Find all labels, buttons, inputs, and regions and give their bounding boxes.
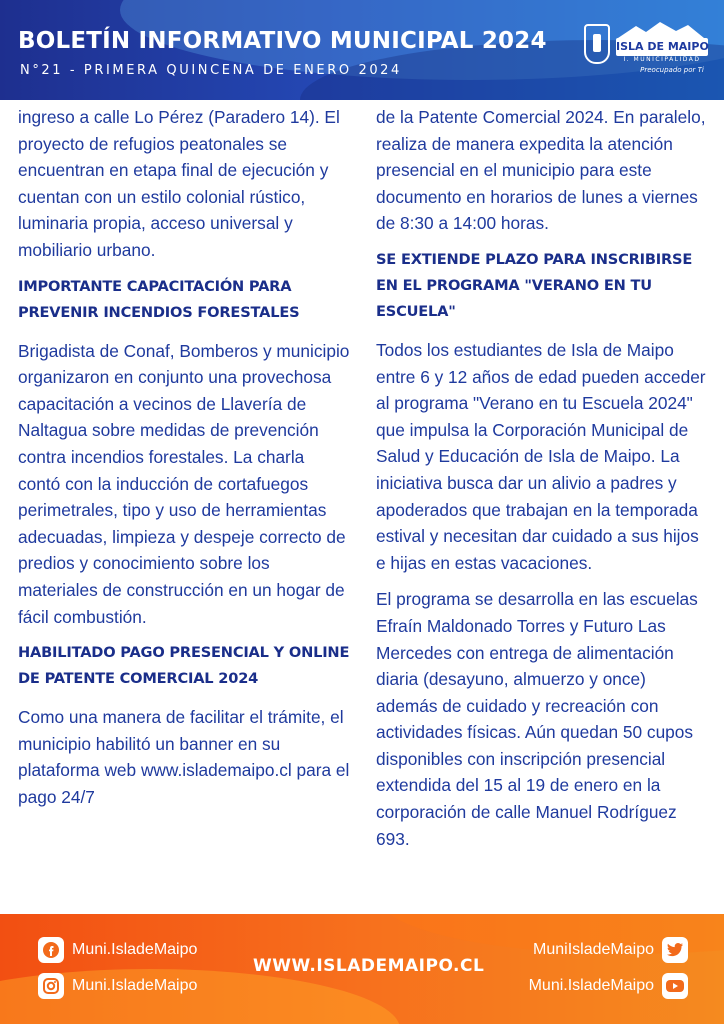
bulletin-issue: N°21 - PRIMERA QUINCENA DE ENERO 2024 — [20, 63, 402, 78]
logo-slogan: Preocupado por Ti — [640, 66, 704, 74]
facebook-link[interactable] — [38, 937, 197, 963]
municipality-logo[interactable] — [584, 22, 708, 82]
left-column — [18, 104, 350, 820]
instagram-icon — [38, 973, 64, 999]
twitter-icon — [662, 937, 688, 963]
article-heading-verano: SE EXTIENDE PLAZO PARA INSCRIBIRSE EN EL PROGRAMA "VERANO EN TU ESCUELA" — [376, 250, 693, 320]
website-link[interactable]: WWW.ISLADEMAIPO.CL — [253, 956, 485, 976]
twitter-handle: MuniIsladeMaipo — [533, 941, 654, 958]
article-body-verano-1: Todos los estudiantes de Isla de Maipo entre 6 y 12 años de edad pueden acceder al programa "Verano en tu Escuela 2024" que impulsa la Corporación Municipal de Salud y Educación de Isla de Maipo. La iniciativa busca dar un alivio a padres y apoderados que trabajan en la temporada estival y necesitan dar cuidado a sus hijos e hijas en estas vacaciones. — [376, 339, 706, 573]
article-body-verano-2: El programa se desarrolla en las escuelas Efraín Maldonado Torres y Futuro Las Mercedes con entrega de alimentación diaria (desayuno, almuerzo y once) además de cuidado y recreación con actividades físicas. Aún quedan 50 cupos disponibles con inscripción presencial extendida del 15 al 19 de enero en la corporación de calle Manuel Rodríguez 693. — [376, 589, 698, 849]
instagram-link[interactable] — [38, 973, 197, 999]
intro-paragraph: ingreso a calle Lo Pérez (Paradero 14). El proyecto de refugios peatonales se encuentran en etapa final de ejecución y cuentan con un estilo colonial rústico, luminaria propia, acceso universal y mobiliario urbano. — [18, 107, 340, 260]
article-body-patente: Como una manera de facilitar el trámite, el municipio habilitó un banner en su plataforma web www.islademaipo.cl para el pago 24/7 — [18, 707, 350, 807]
right-column — [376, 104, 708, 862]
youtube-link[interactable] — [529, 973, 688, 999]
instagram-handle: Muni.IsladeMaipo — [72, 977, 198, 994]
facebook-icon — [38, 937, 64, 963]
article-body-capacitacion: Brigadista de Conaf, Bomberos y municipio organizaron en conjunto una provechosa capacitación a vecinos de Llavería de Naltagua sobre medidas de prevención contra incendios forestales. La charla contó con la inducción de cortafuegos perimetrales, tipo y uso de herramientas adecuadas, limpieza y despeje correcto de predios y conocimiento sobre los materiales de construcción en un hogar de fácil combustión. — [18, 340, 350, 627]
logo-subtitle: I. MUNICIPALIDAD — [623, 56, 701, 63]
article-heading-patente: HABILITADO PAGO PRESENCIAL Y ONLINE DE PATENTE COMERCIAL 2024 — [18, 644, 350, 688]
logo-name: ISLA DE MAIPO — [616, 38, 708, 56]
youtube-handle: Muni.IsladeMaipo — [528, 977, 654, 994]
patente-continuation: de la Patente Comercial 2024. En paralelo, realiza de manera expedita la atención presencial en el municipio para este documento en horarios de lunes a viernes de 8:30 a 14:00 horas. — [376, 107, 706, 234]
twitter-link[interactable] — [533, 937, 688, 963]
article-heading-capacitacion: IMPORTANTE CAPACITACIÓN PARA PREVENIR INCENDIOS FORESTALES — [18, 277, 300, 321]
facebook-handle: Muni.IsladeMaipo — [72, 941, 198, 958]
footer-banner — [0, 914, 724, 1024]
bulletin-title: BOLETÍN INFORMATIVO MUNICIPAL 2024 — [18, 28, 547, 54]
crest-icon — [584, 24, 610, 64]
mountain-icon — [618, 22, 704, 38]
youtube-icon — [662, 973, 688, 999]
header-banner — [0, 0, 724, 100]
